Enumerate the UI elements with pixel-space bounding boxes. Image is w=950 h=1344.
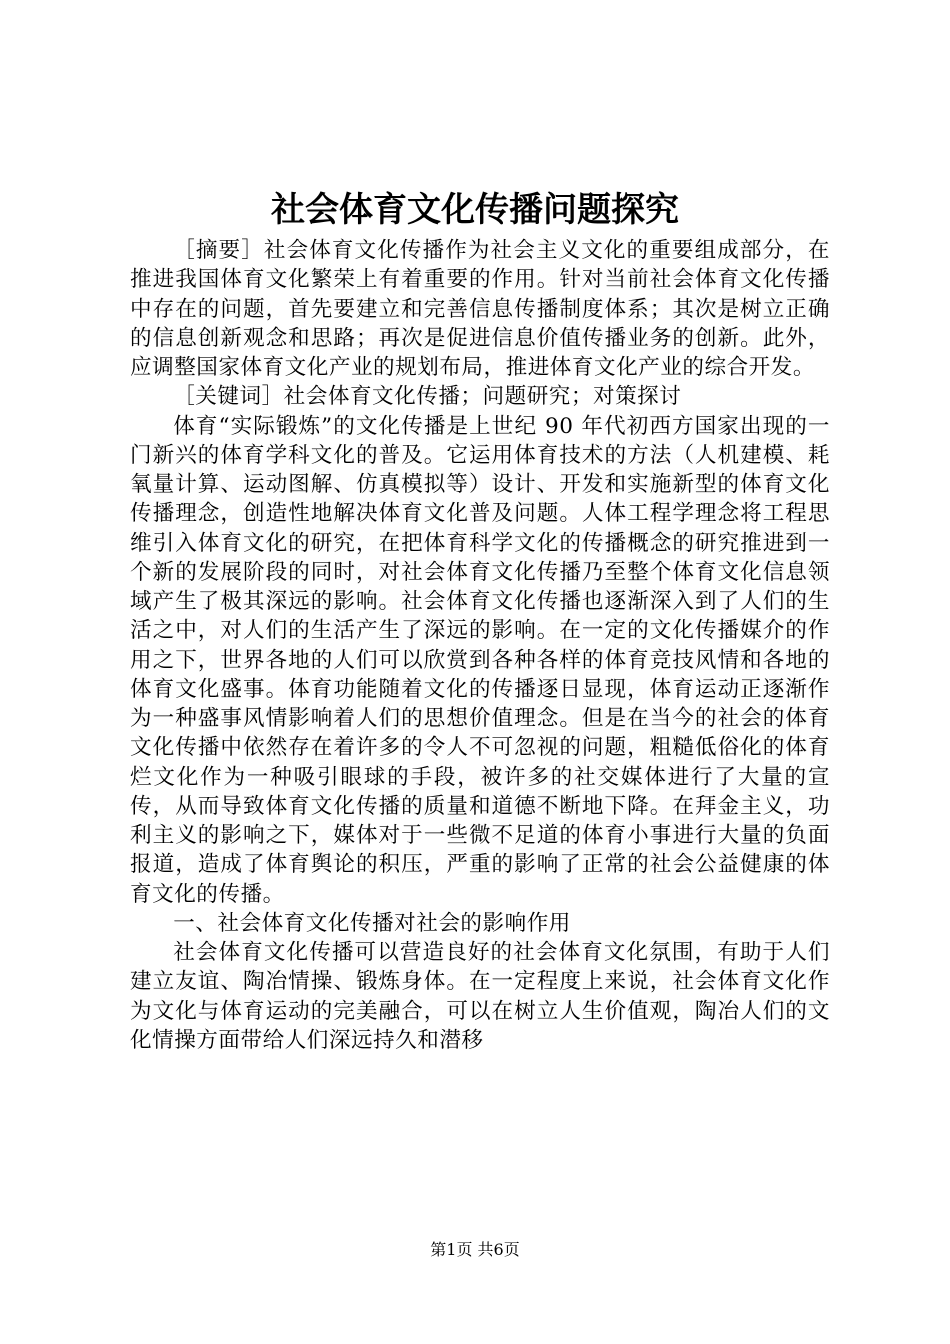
abstract-paragraph: ［摘要］社会体育文化传播作为社会主义文化的重要组成部分，在推进我国体育文化繁荣上有着重要的作用。针对当前社会体育文化传播中存在的问题，首先要建立和完善信息传播制度体系；其次是树立正确的信息创新观念和思路；再次是促进信息价值传播业务的创新。此外，应调整国家体育文化产业的规划布局，推进体育文化产业的综合开发。: [130, 238, 830, 380]
section-heading: 一、社会体育文化传播对社会的影响作用: [173, 910, 571, 936]
body-paragraph: 社会体育文化传播可以营造良好的社会体育文化氛围，有助于人们建立友谊、陶冶情操、锻炼身体。在一定程度上来说，社会体育文化作为文化与体育运动的完美融合，可以在树立人生价值观，陶冶人们的文化情操方面带给人们深远持久和潜移: [130, 940, 830, 1053]
page-footer: 第1页 共6页: [430, 1240, 520, 1259]
document-title: 社会体育文化传播问题探究: [271, 190, 679, 230]
body-paragraph: 体育“实际锻炼”的文化传播是上世纪 90 年代初西方国家出现的一门新兴的体育学科文化的普及。它运用体育技术的方法（人机建模、耗氧量计算、运动图解、仿真模拟等）设计、开发和实施新型的体育文化传播理念，创造性地解决体育文化普及问题。人体工程学理念将工程思维引入体育文化的研究，在把体育科学文化的传播概念的研究推进到一个新的发展阶段的同时，对社会体育文化传播乃至整个体育文化信息领域产生了极其深远的影响。社会体育文化传播也逐渐深入到了人们的生活之中，对人们的生活产生了深远的影响。在一定的文化传播媒介的作用之下，世界各地的人们可以欣赏到各种各样的体育竞技风情和各地的体育文化盛事。体育功能随着文化的传播逐日显现，体育运动正逐渐作为一种盛事风情影响着人们的思想价值理念。但是在当今的社会的体育文化传播中依然存在着许多的令人不可忽视的问题，粗糙低俗化的体育烂文化作为一种吸引眼球的手段，被许多的社交媒体进行了大量的宣传，从而导致体育文化传播的质量和道德不断地下降。在拜金主义，功利主义的影响之下，媒体对于一些微不足道的体育小事进行大量的负面报道，造成了体育舆论的积压，严重的影响了正常的社会公益健康的体育文化的传播。: [130, 413, 830, 907]
keywords-paragraph: ［关键词］社会体育文化传播；问题研究；对策探讨: [173, 384, 682, 410]
document-body: [130, 236, 830, 1055]
